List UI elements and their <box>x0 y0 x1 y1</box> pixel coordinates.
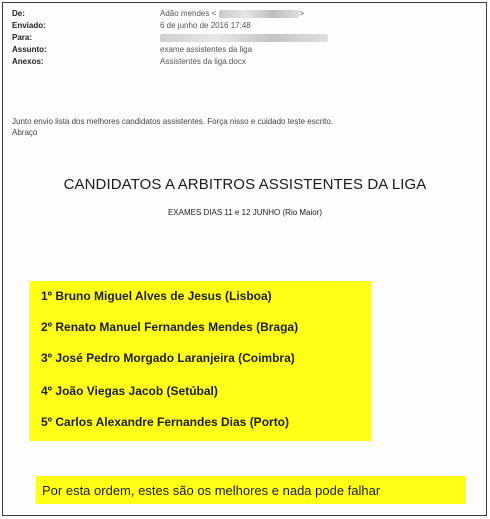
from-name: Adão mendes < <box>160 9 217 18</box>
from-label: De: <box>12 9 25 18</box>
redacted-email <box>219 10 299 18</box>
to-value <box>160 32 352 44</box>
candidate-item: 3º José Pedro Morgado Laranjeira (Coimbra) <box>41 351 295 365</box>
document-subtitle: EXAMES DIAS 11 e 12 JUNHO (Rio Maior) <box>167 208 323 217</box>
attachments-row <box>12 56 352 68</box>
to-label: Para: <box>12 33 33 42</box>
subject-label: Assunto: <box>12 45 47 54</box>
candidate-item: 4º João Viegas Jacob (Setúbal) <box>41 384 218 398</box>
subject-value: exame assistentes da liga <box>160 45 253 54</box>
sent-value: 6 de junho de 2016 17:48 <box>160 21 251 30</box>
candidates-highlight-box <box>29 281 371 441</box>
to-row <box>12 32 352 44</box>
from-value <box>160 8 352 20</box>
message-line-2: Abraço <box>12 128 38 137</box>
message-line-1: Junto envio lista dos melhores candidatos assistentes. Força nisso e cuidado teste escrito. <box>12 117 334 126</box>
from-row <box>12 8 352 20</box>
document-title: CANDIDATOS A ARBITROS ASSISTENTES DA LIGA <box>63 176 427 193</box>
email-header <box>12 8 352 68</box>
sent-row <box>12 20 352 32</box>
attachment-link[interactable]: Assistentes da liga.docx <box>160 57 246 66</box>
footer-highlight-box <box>36 476 466 504</box>
message-body <box>12 116 452 138</box>
redacted-recipient <box>160 34 328 42</box>
from-end: > <box>299 9 304 18</box>
candidate-item: 1º Bruno Miguel Alves de Jesus (Lisboa) <box>41 289 272 303</box>
sent-label: Enviado: <box>12 21 46 30</box>
candidate-item: 2º Renato Manuel Fernandes Mendes (Braga) <box>41 320 299 334</box>
subject-row <box>12 44 352 56</box>
candidate-item: 5º Carlos Alexandre Fernandes Dias (Porto) <box>41 415 290 429</box>
footer-statement: Por esta ordem, estes são os melhores e nada pode falhar <box>42 483 381 498</box>
attachments-label: Anexos: <box>12 57 44 66</box>
